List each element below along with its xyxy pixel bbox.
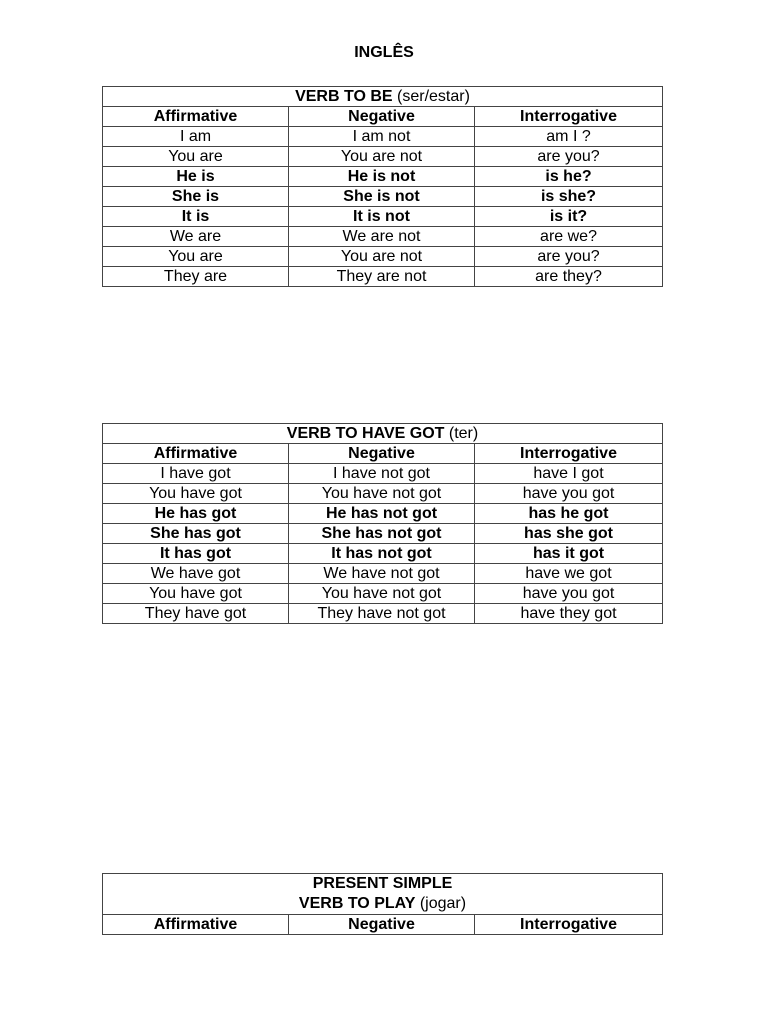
cell-interrogative: is it? (475, 207, 663, 227)
cell-affirmative: We are (103, 227, 289, 247)
caption-verb: VERB TO HAVE GOT (286, 425, 445, 442)
cell-negative: It has not got (289, 544, 475, 564)
cell-affirmative: She is (103, 187, 289, 207)
cell-interrogative: have we got (475, 564, 663, 584)
cell-affirmative: He is (103, 167, 289, 187)
table-caption (103, 424, 663, 444)
cell-affirmative: We have got (103, 564, 289, 584)
header-negative: Negative (289, 915, 475, 935)
cell-negative: You have not got (289, 484, 475, 504)
table-row (103, 207, 663, 227)
cell-negative: She has not got (289, 524, 475, 544)
cell-negative: I am not (289, 127, 475, 147)
table-row (103, 484, 663, 504)
cell-interrogative: have they got (475, 604, 663, 624)
table-row (103, 464, 663, 484)
cell-interrogative: have I got (475, 464, 663, 484)
cell-negative: He has not got (289, 504, 475, 524)
verb-to-have-got-table (102, 423, 663, 624)
cell-interrogative: are they? (475, 267, 663, 287)
header-interrogative: Interrogative (475, 107, 663, 127)
table-row (103, 147, 663, 167)
cell-interrogative: is she? (475, 187, 663, 207)
cell-affirmative: It has got (103, 544, 289, 564)
table-row (103, 167, 663, 187)
table-row (103, 247, 663, 267)
cell-interrogative: has it got (475, 544, 663, 564)
table-row (103, 524, 663, 544)
caption-translation: (ter) (444, 425, 479, 442)
header-affirmative: Affirmative (103, 444, 289, 464)
cell-negative: I have not got (289, 464, 475, 484)
cell-affirmative: You are (103, 247, 289, 267)
cell-interrogative: is he? (475, 167, 663, 187)
document-title: INGLÊS (354, 44, 414, 61)
cell-interrogative: has she got (475, 524, 663, 544)
cell-negative: They have not got (289, 604, 475, 624)
header-affirmative: Affirmative (103, 915, 289, 935)
caption-translation: (ser/estar) (392, 88, 470, 105)
caption-verb: VERB TO PLAY (298, 895, 416, 912)
cell-negative: We are not (289, 227, 475, 247)
cell-affirmative: I am (103, 127, 289, 147)
table-row (103, 584, 663, 604)
cell-interrogative: have you got (475, 584, 663, 604)
table-row (103, 604, 663, 624)
present-simple-table (102, 873, 663, 935)
table-row (103, 227, 663, 247)
cell-negative: She is not (289, 187, 475, 207)
cell-negative: They are not (289, 267, 475, 287)
header-negative: Negative (289, 444, 475, 464)
table-body (103, 464, 663, 624)
table-caption (103, 87, 663, 107)
table-row (103, 544, 663, 564)
cell-affirmative: They are (103, 267, 289, 287)
cell-negative: You are not (289, 247, 475, 267)
header-affirmative: Affirmative (103, 107, 289, 127)
table-row (103, 564, 663, 584)
cell-negative: It is not (289, 207, 475, 227)
table-row (103, 127, 663, 147)
cell-affirmative: He has got (103, 504, 289, 524)
cell-interrogative: am I ? (475, 127, 663, 147)
cell-negative: You have not got (289, 584, 475, 604)
cell-interrogative: are you? (475, 247, 663, 267)
cell-negative: You are not (289, 147, 475, 167)
header-negative: Negative (289, 107, 475, 127)
cell-interrogative: are we? (475, 227, 663, 247)
verb-to-be-table (102, 86, 663, 287)
cell-affirmative: I have got (103, 464, 289, 484)
table-caption (103, 874, 663, 915)
cell-interrogative: are you? (475, 147, 663, 167)
cell-affirmative: It is (103, 207, 289, 227)
caption-verb: VERB TO BE (295, 88, 393, 105)
cell-affirmative: You are (103, 147, 289, 167)
header-interrogative: Interrogative (475, 915, 663, 935)
cell-affirmative: She has got (103, 524, 289, 544)
table-body (103, 127, 663, 287)
caption-tense: PRESENT SIMPLE (312, 875, 453, 892)
caption-translation: (jogar) (415, 895, 467, 912)
cell-negative: We have not got (289, 564, 475, 584)
cell-interrogative: have you got (475, 484, 663, 504)
cell-affirmative: You have got (103, 584, 289, 604)
table-row (103, 267, 663, 287)
header-interrogative: Interrogative (475, 444, 663, 464)
cell-negative: He is not (289, 167, 475, 187)
cell-affirmative: They have got (103, 604, 289, 624)
table-row (103, 187, 663, 207)
cell-interrogative: has he got (475, 504, 663, 524)
table-row (103, 504, 663, 524)
cell-affirmative: You have got (103, 484, 289, 504)
